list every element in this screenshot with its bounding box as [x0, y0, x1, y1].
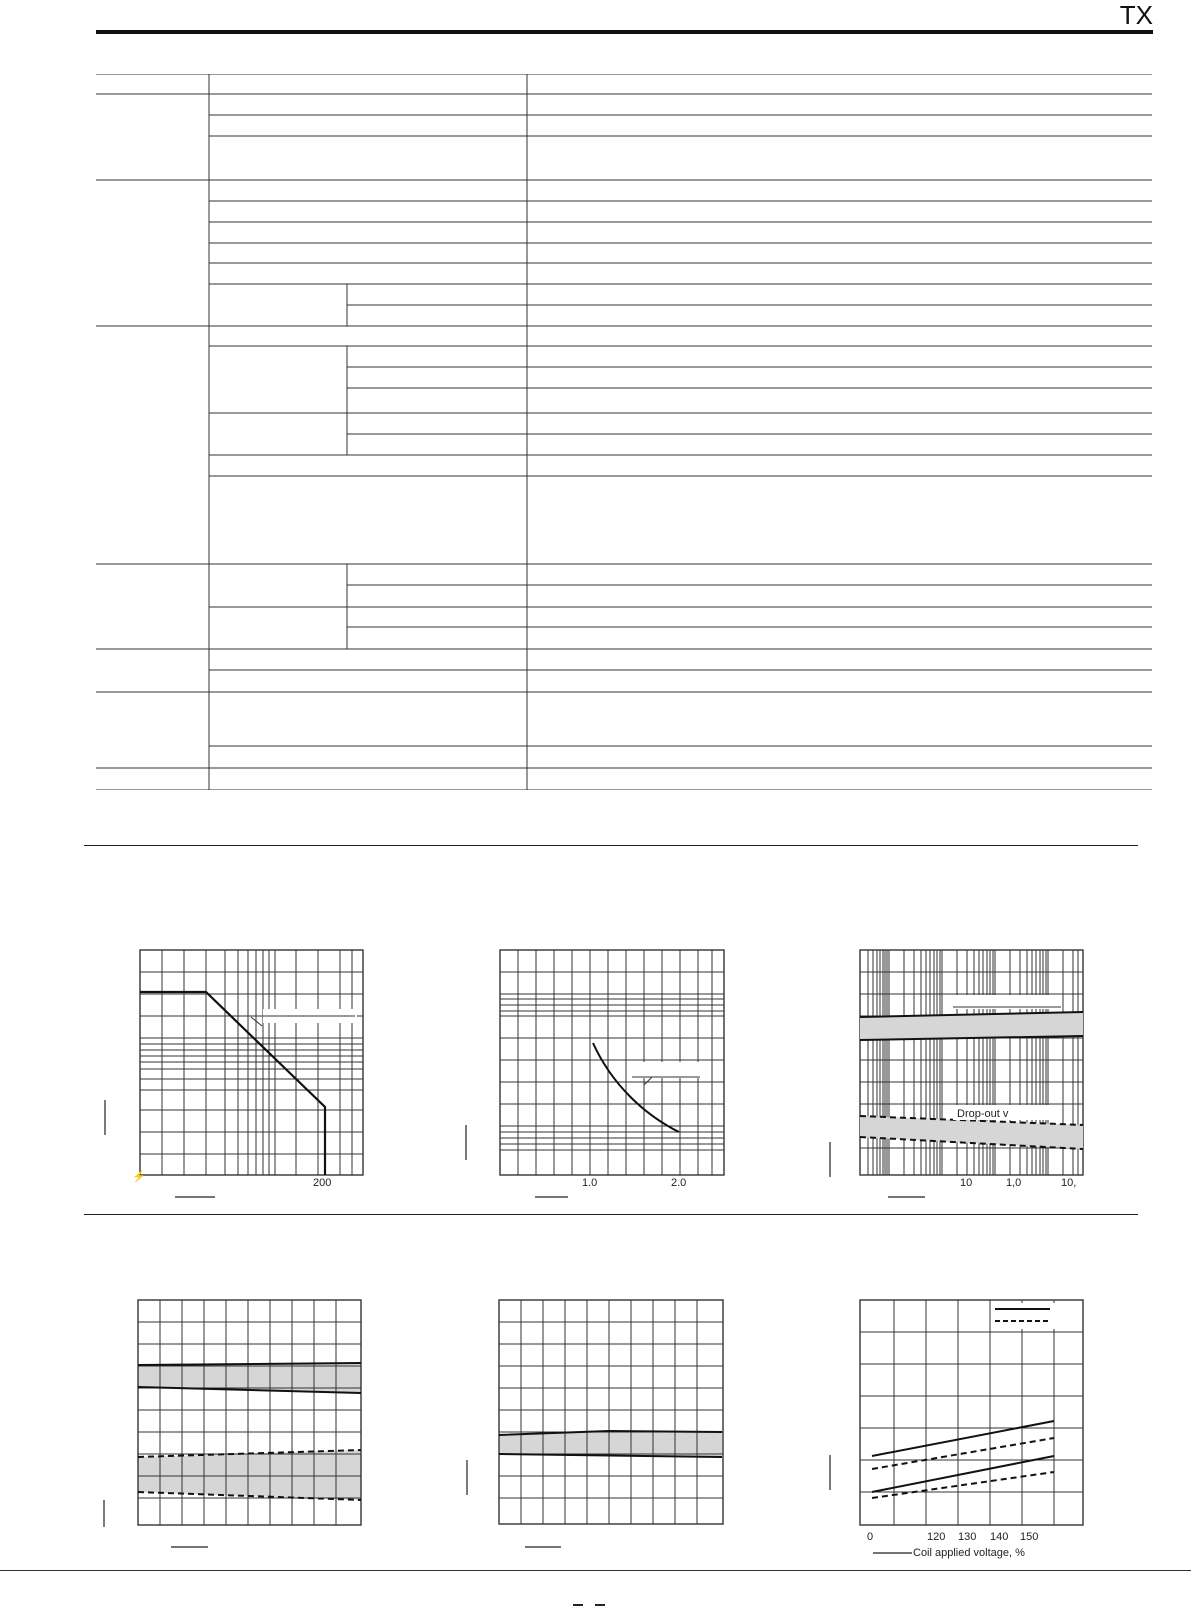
chart-6-xlabel: Coil applied voltage, %	[913, 1547, 1025, 1559]
chart-2-plot	[480, 945, 750, 1205]
chart-6-xtick-3: 130	[958, 1531, 977, 1543]
header-rule	[96, 30, 1153, 34]
specifications-table-grid	[96, 74, 1152, 790]
chart-3-plot	[840, 945, 1110, 1205]
chart-4	[118, 1295, 388, 1560]
chart-5	[479, 1295, 749, 1560]
specifications-table	[96, 74, 1152, 790]
footer-rule	[0, 1570, 1191, 1571]
chart-2-xtick-1: 1.0	[582, 1177, 598, 1189]
page-header-title: TX	[1119, 0, 1153, 30]
chart-6-plot	[840, 1295, 1110, 1565]
chart-3-xtick-3: 10,	[1061, 1177, 1077, 1189]
chart-1	[120, 945, 390, 1210]
chart-6-xtick-5: 150	[1020, 1531, 1039, 1543]
chart-1-plot	[120, 945, 390, 1205]
chart-3-annotation-dropout: Drop-out v	[957, 1108, 1009, 1120]
chart-4-plot	[118, 1295, 388, 1555]
chart-2	[480, 945, 750, 1210]
page-number-mark	[571, 1598, 619, 1608]
chart-3-xtick-2: 1,0	[1006, 1177, 1022, 1189]
svg-text:⚡: ⚡	[132, 1171, 146, 1183]
chart-3-xtick-1: 10	[960, 1177, 973, 1189]
chart-6-xtick-2: 120	[927, 1531, 946, 1543]
chart-1-xtick-1: 200	[313, 1177, 332, 1189]
chart-6	[840, 1295, 1110, 1570]
chart-6-xtick-4: 140	[990, 1531, 1009, 1543]
section-divider-middle	[84, 1214, 1138, 1215]
section-divider-top	[84, 845, 1138, 846]
chart-3	[840, 945, 1110, 1210]
chart-2-xtick-2: 2.0	[671, 1177, 687, 1189]
chart-6-xtick-1: 0	[867, 1531, 874, 1543]
chart-5-plot	[479, 1295, 749, 1555]
